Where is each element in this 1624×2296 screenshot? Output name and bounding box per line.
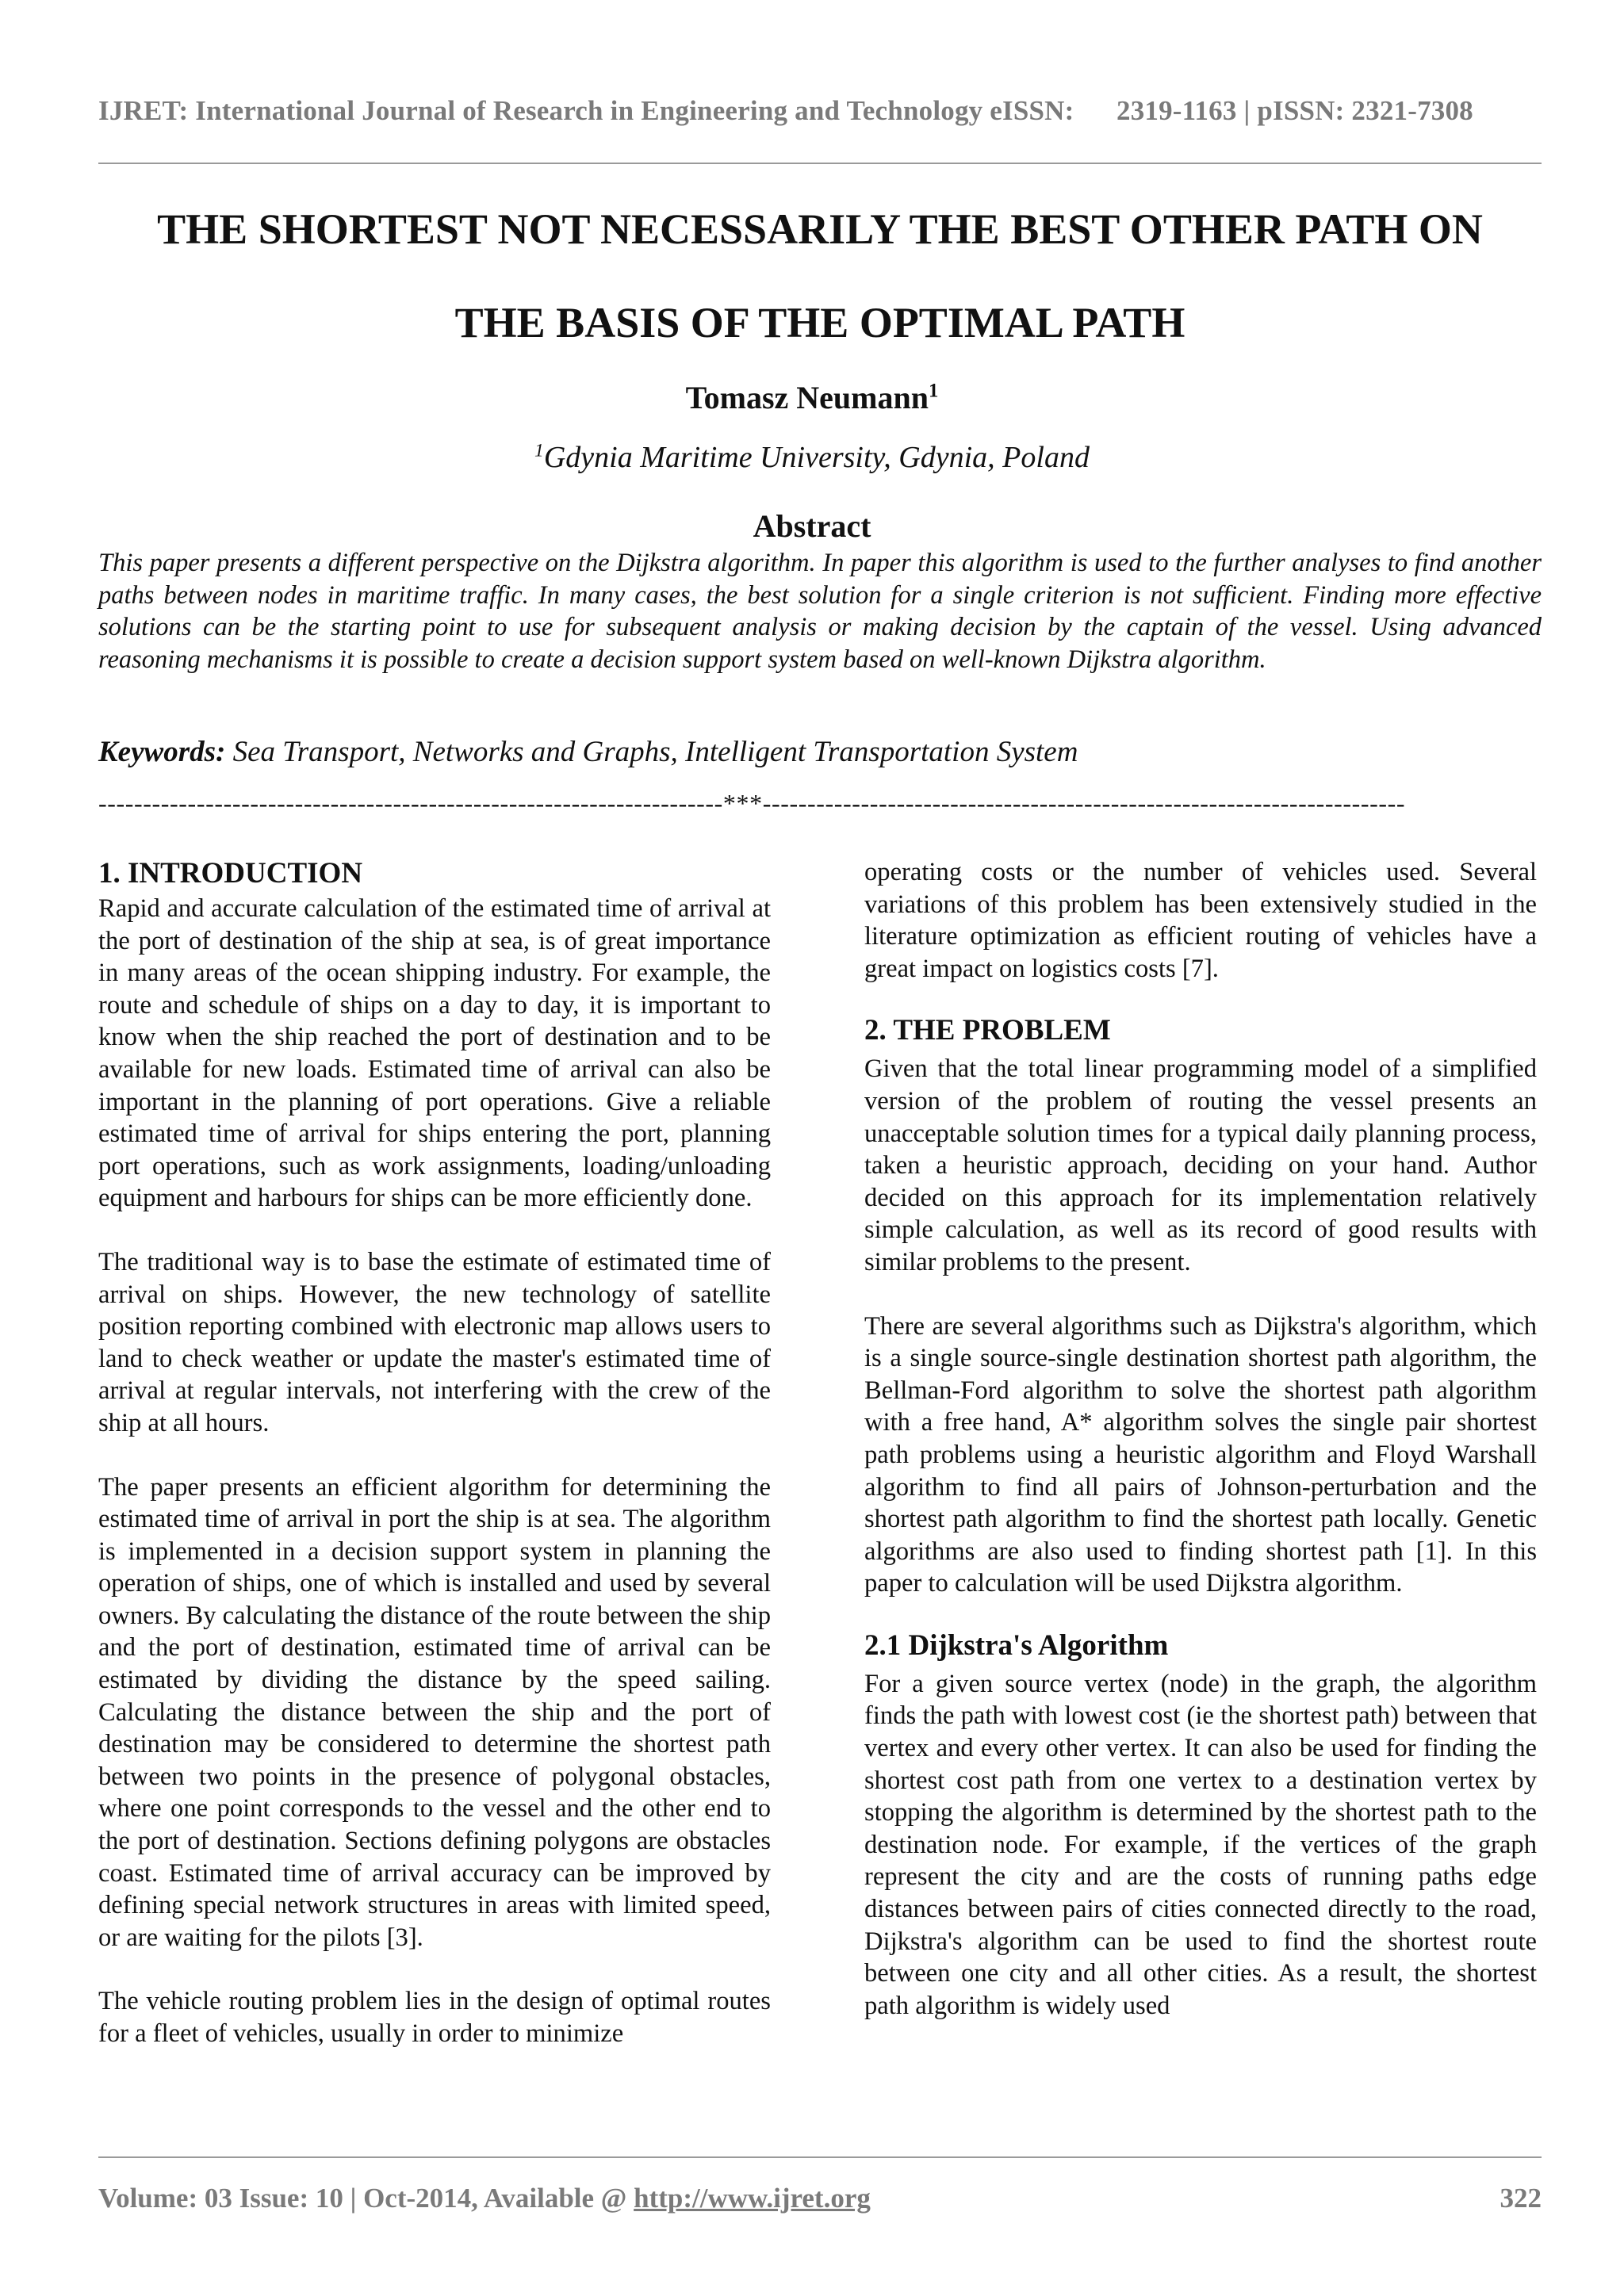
paper-title [98,182,1542,369]
header-divider [98,163,1542,164]
problem-paragraph-2: There are several algorithms such as Dijkstra's algorithm, which is a single source-single destination shortest path algorithm, the Bellman-Ford algorithm to solve the shortest path algorithm with a free hand, A* algorithm solves the single pair shortest path problems using a heuristic algorithm and Floyd Warshall algorithm to find all pairs of Johnson-perturbation and the shortest path algorithm to find the shortest path locally. Genetic algorithms are also used to finding shortest path [1]. In this paper to calculation will be used Dijkstra algorithm. [864,1311,1537,1598]
journal-website-link[interactable]: http://www.ijret.org [634,2183,871,2214]
footer-volume-info: Volume: 03 Issue: 10 | Oct-2014, Available @ [98,2183,634,2214]
right-column [864,856,1537,2022]
section-heading-problem: 2. THE PROBLEM [864,1014,1111,1047]
affiliation-mark: 1 [534,440,544,461]
intro-paragraph-2: The traditional way is to base the estimate of estimated time of arrival on ships. However, the new technology of satellite position reporting combined with electronic map allows users to land to check weather or update the master's estimated time of arrival at regular intervals, not interfering with the crew of the ship at all hours. [98,1247,771,1437]
intro-paragraph-3: The paper presents an efficient algorithm for determining the estimated time of arrival in port the ship is at sea. The algorithm is implemented in a decision support system in planning the operation of ships, one of which is installed and used by several owners. By calculating the distance of the route between the ship and the port of destination, estimated time of arrival can be estimated by dividing the distance by the speed sailing. Calculating the distance between the ship and the port of destination may be considered to determine the shortest path between two points in the presence of polygonal obstacles, where one point corresponds to the vessel and the other end to the port of destination. Sections defining polygons are obstacles coast. Estimated time of arrival accuracy can be improved by defining special network structures in areas with limited speed, or are waiting for the pilots [3]. [98,1472,771,1952]
affiliation [0,440,1624,475]
abstract-body: This paper presents a different perspective on the Dijkstra algorithm. In paper this algorithm is used to the further analyses to find another paths between nodes in maritime traffic. In many cases, the best solution for a single criterion is not sufficient. Finding more effective solutions can be the starting point to use for subsequent analysis or making decision by the captain of the vessel. Using advanced reasoning mechanisms it is possible to create a decision support system based on well-known Dijkstra algorithm. [98,549,1542,674]
abstract-heading: Abstract [753,508,871,544]
problem-paragraph-1: Given that the total linear programming model of a simplified version of the problem of routing the vessel presents an unacceptable solution times for a typical daily planning process, taken a heuristic approach, deciding on your hand. Author decided on this approach for its implementation relatively simple calculation, as well as its record of good results with similar problems to the present. [864,1054,1537,1276]
dijkstra-paragraph-1: For a given source vertex (node) in the graph, the algorithm finds the path with lowest cost (ie the shortest path) between that vertex and every other vertex. It can also be used for finding the shortest cost path from one vertex to a destination vertex by stopping the algorithm is determined by the shortest path to the destination node. For example, if the vertices of the graph represent the city and are the costs of running paths edge distances between pairs of cities connected directly to the road, Dijkstra's algorithm can be used to find the shortest route between one city and all other cities. As a result, the shortest path algorithm is widely used [864,1669,1537,2020]
journal-name: IJRET: International Journal of Research in Engineering and Technology eISSN: [98,95,1074,126]
author-name: Tomasz Neumann [685,380,929,415]
section-heading-dijkstra: 2.1 Dijkstra's Algorithm [864,1628,1169,1662]
keywords-label: Keywords: [98,736,226,768]
footer-divider [98,2156,1542,2158]
left-column [98,855,771,2082]
running-header [98,95,1542,127]
author-affiliation-mark: 1 [928,380,939,402]
keywords [98,735,1542,769]
intro-paragraph-1: Rapid and accurate calculation of the estimated time of arrival at the port of destination of the ship at sea, is of great importance in many areas of the ocean shipping industry. For example, the route and schedule of ships on a day to day, it is important to know when the ship reached the port of destination and to be available for new loads. Estimated time of arrival can also be important in the planning of port operations. Give a reliable estimated time of arrival for ships entering the port, planning port operations, such as work assignments, loading/unloading equipment and harbours for ships can be more efficiently done. [98,894,771,1213]
section-separator: ----------------------------------------------------------------------***------------------------------------------------------------------------ [98,789,1406,817]
author [0,379,1624,416]
intro-paragraph-4-continued: operating costs or the number of vehicles used. Several variations of this problem has been extensively studied in the literature optimization as efficient routing of vehicles have a great impact on logistics costs [7]. [864,858,1537,983]
intro-paragraph-4: The vehicle routing problem lies in the design of optimal routes for a fleet of vehicles, usually in order to minimize [98,1987,771,2048]
affiliation-text: Gdynia Maritime University, Gdynia, Poland [543,441,1090,474]
running-footer [98,2183,1542,2214]
section-heading-introduction: 1. INTRODUCTION [98,857,363,890]
title-line-2: THE BASIS OF THE OPTIMAL PATH [454,299,1185,346]
issn-info: 2319-1163 | pISSN: 2321-7308 [1116,95,1473,126]
page-number: 322 [1500,2183,1542,2214]
keywords-text: Sea Transport, Networks and Graphs, Intelligent Transportation System [232,736,1078,768]
title-line-1: THE SHORTEST NOT NECESSARILY THE BEST OTHER PATH ON [157,205,1483,253]
